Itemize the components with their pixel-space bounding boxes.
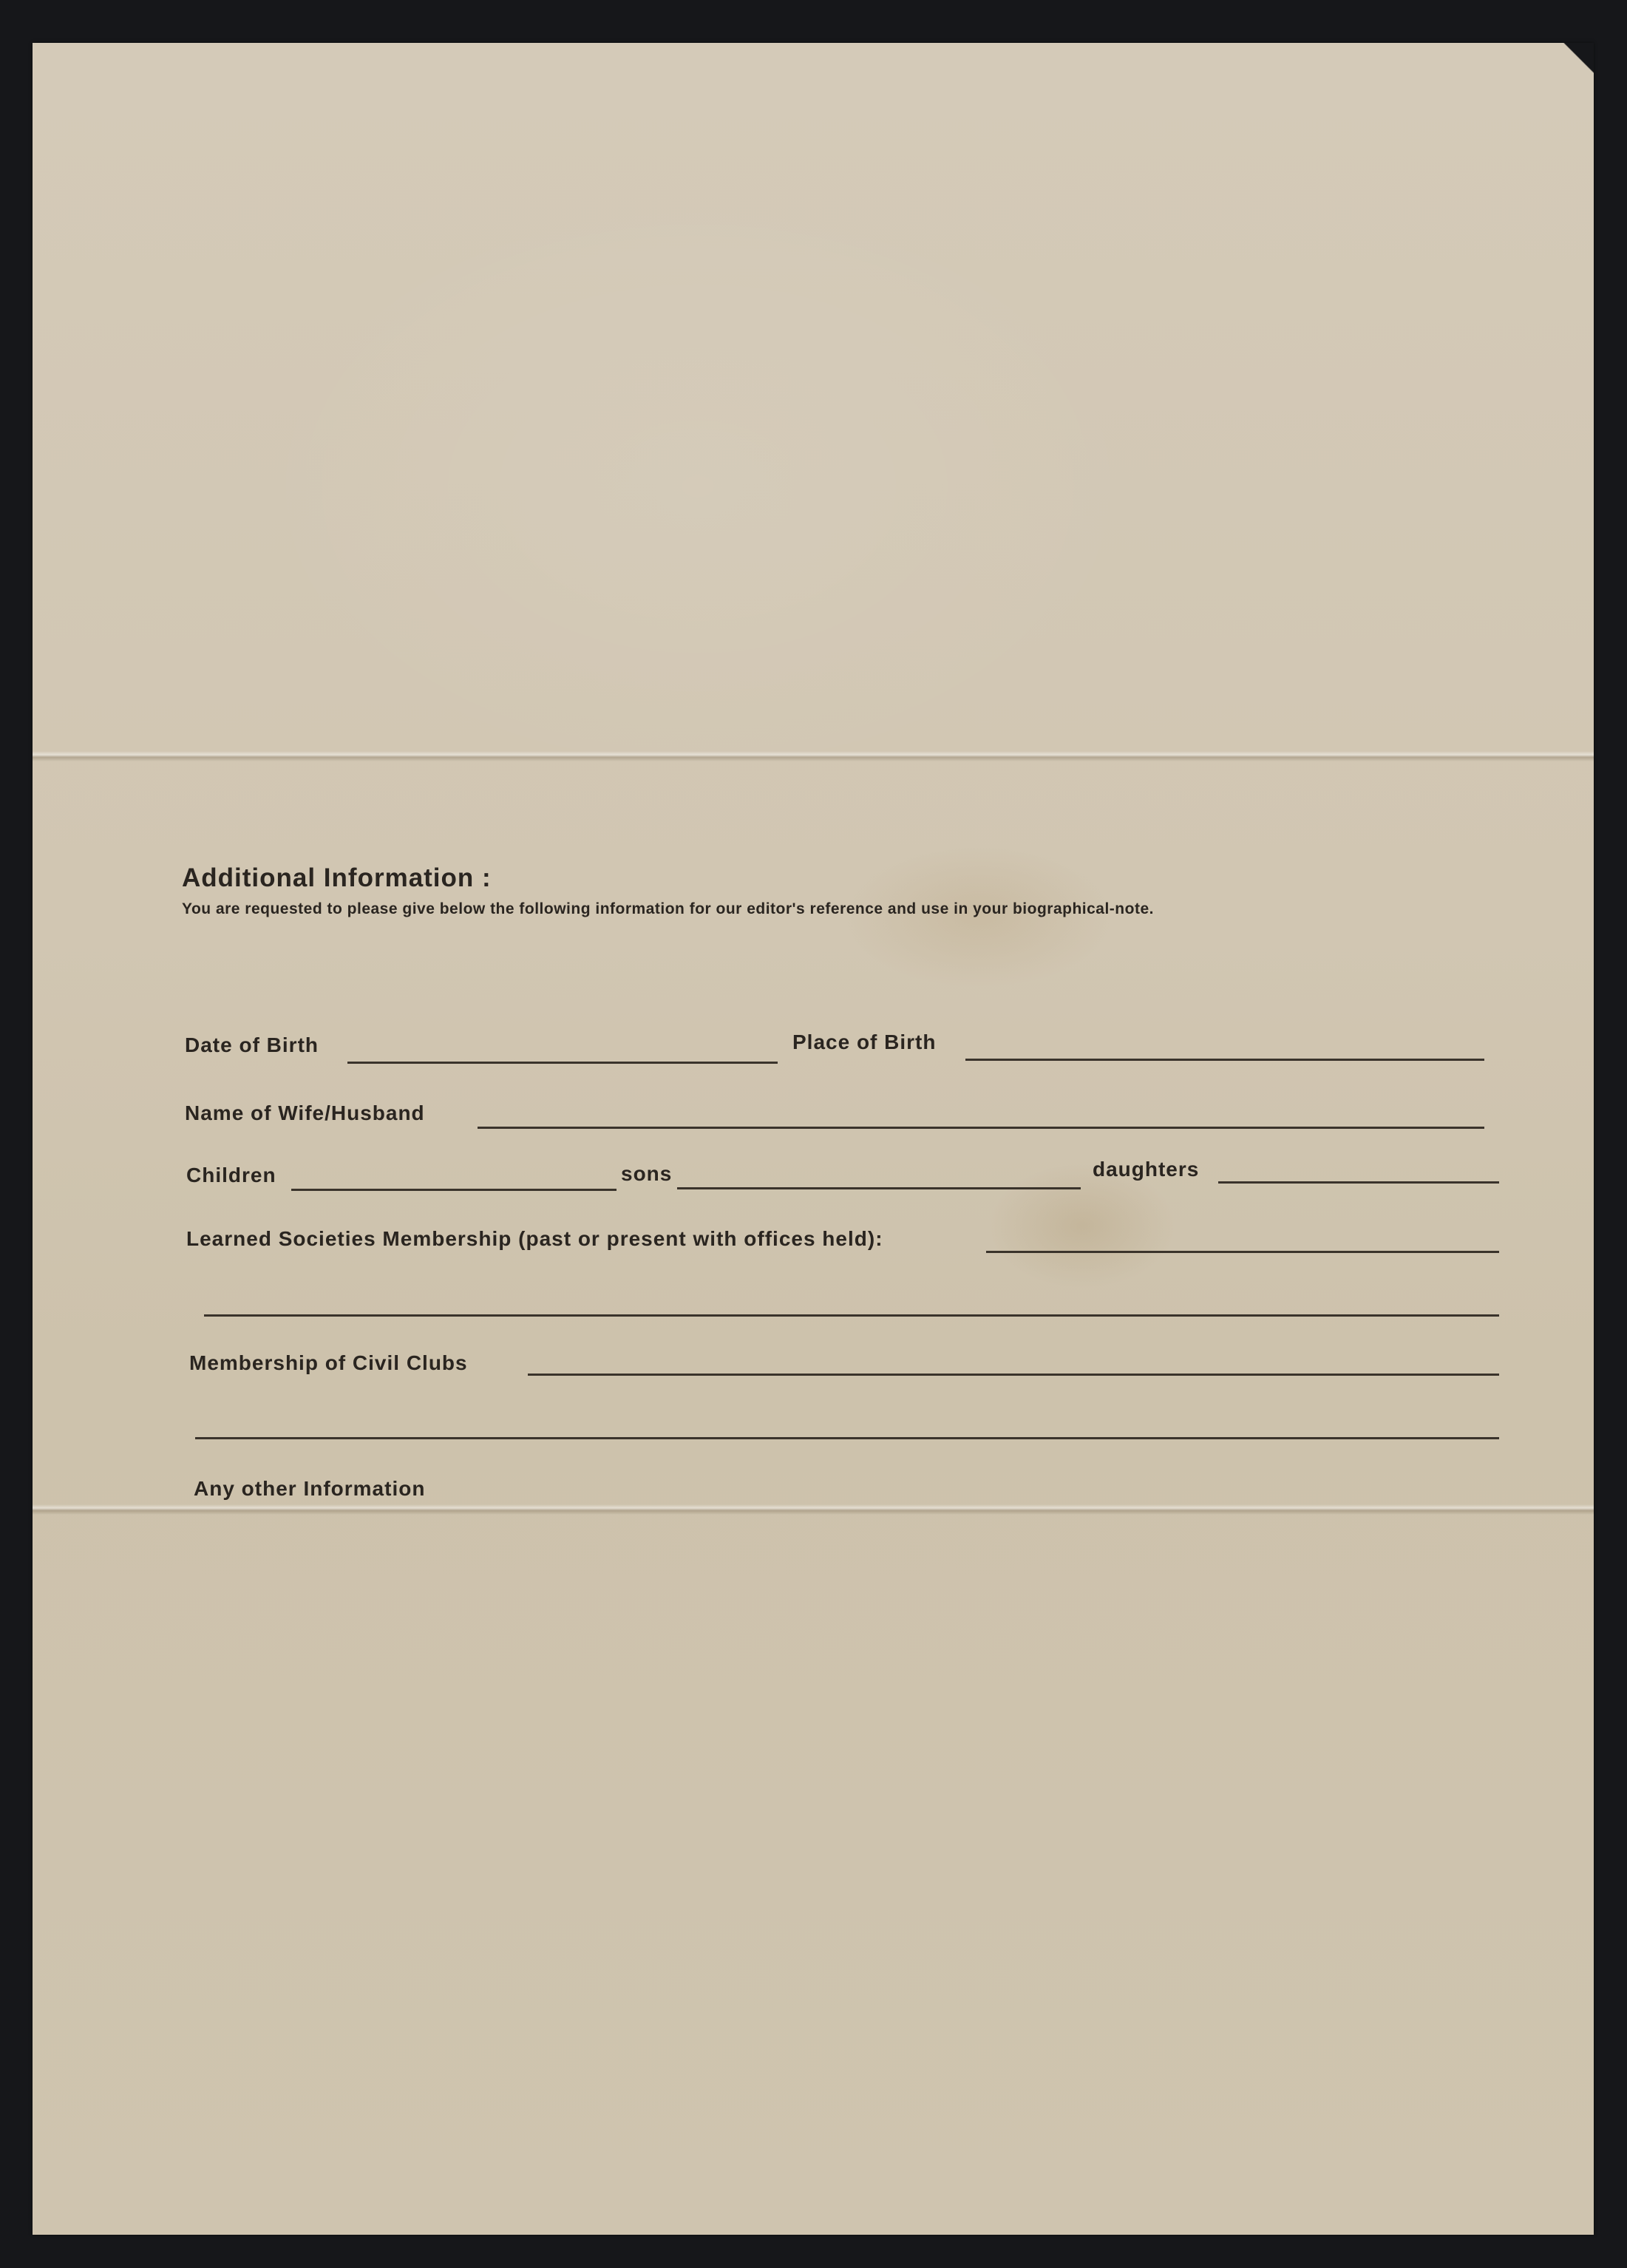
civil-clubs-field[interactable] <box>528 1374 1499 1376</box>
other-information-label: Any other Information <box>194 1477 426 1500</box>
fold-crease-bottom <box>33 1504 1594 1515</box>
learned-societies-continuation-line[interactable] <box>204 1314 1499 1317</box>
torn-corner <box>1542 43 1594 124</box>
learned-societies-label: Learned Societies Membership (past or present with offices held): <box>186 1227 883 1250</box>
sons-label: sons <box>621 1162 673 1185</box>
date-of-birth-field[interactable] <box>347 1062 778 1064</box>
learned-societies-field[interactable] <box>986 1251 1499 1253</box>
sons-field[interactable] <box>677 1187 1081 1189</box>
daughters-field[interactable] <box>1218 1181 1499 1184</box>
children-label: Children <box>186 1164 276 1186</box>
fold-crease-top <box>33 751 1594 761</box>
daughters-label: daughters <box>1093 1158 1200 1181</box>
form-title: Additional Information : <box>182 863 492 892</box>
spouse-name-field[interactable] <box>478 1127 1484 1129</box>
place-of-birth-field[interactable] <box>965 1059 1484 1061</box>
civil-clubs-continuation-line[interactable] <box>195 1437 1499 1439</box>
spouse-name-label: Name of Wife/Husband <box>185 1101 425 1124</box>
civil-clubs-label: Membership of Civil Clubs <box>189 1351 468 1374</box>
form-instructions: You are requested to please give below the following information for our editor's reference and use in your biographical-note. <box>182 900 1154 917</box>
place-of-birth-label: Place of Birth <box>792 1031 937 1053</box>
children-field[interactable] <box>291 1189 617 1191</box>
date-of-birth-label: Date of Birth <box>185 1033 319 1056</box>
form-sheet <box>33 43 1594 2235</box>
